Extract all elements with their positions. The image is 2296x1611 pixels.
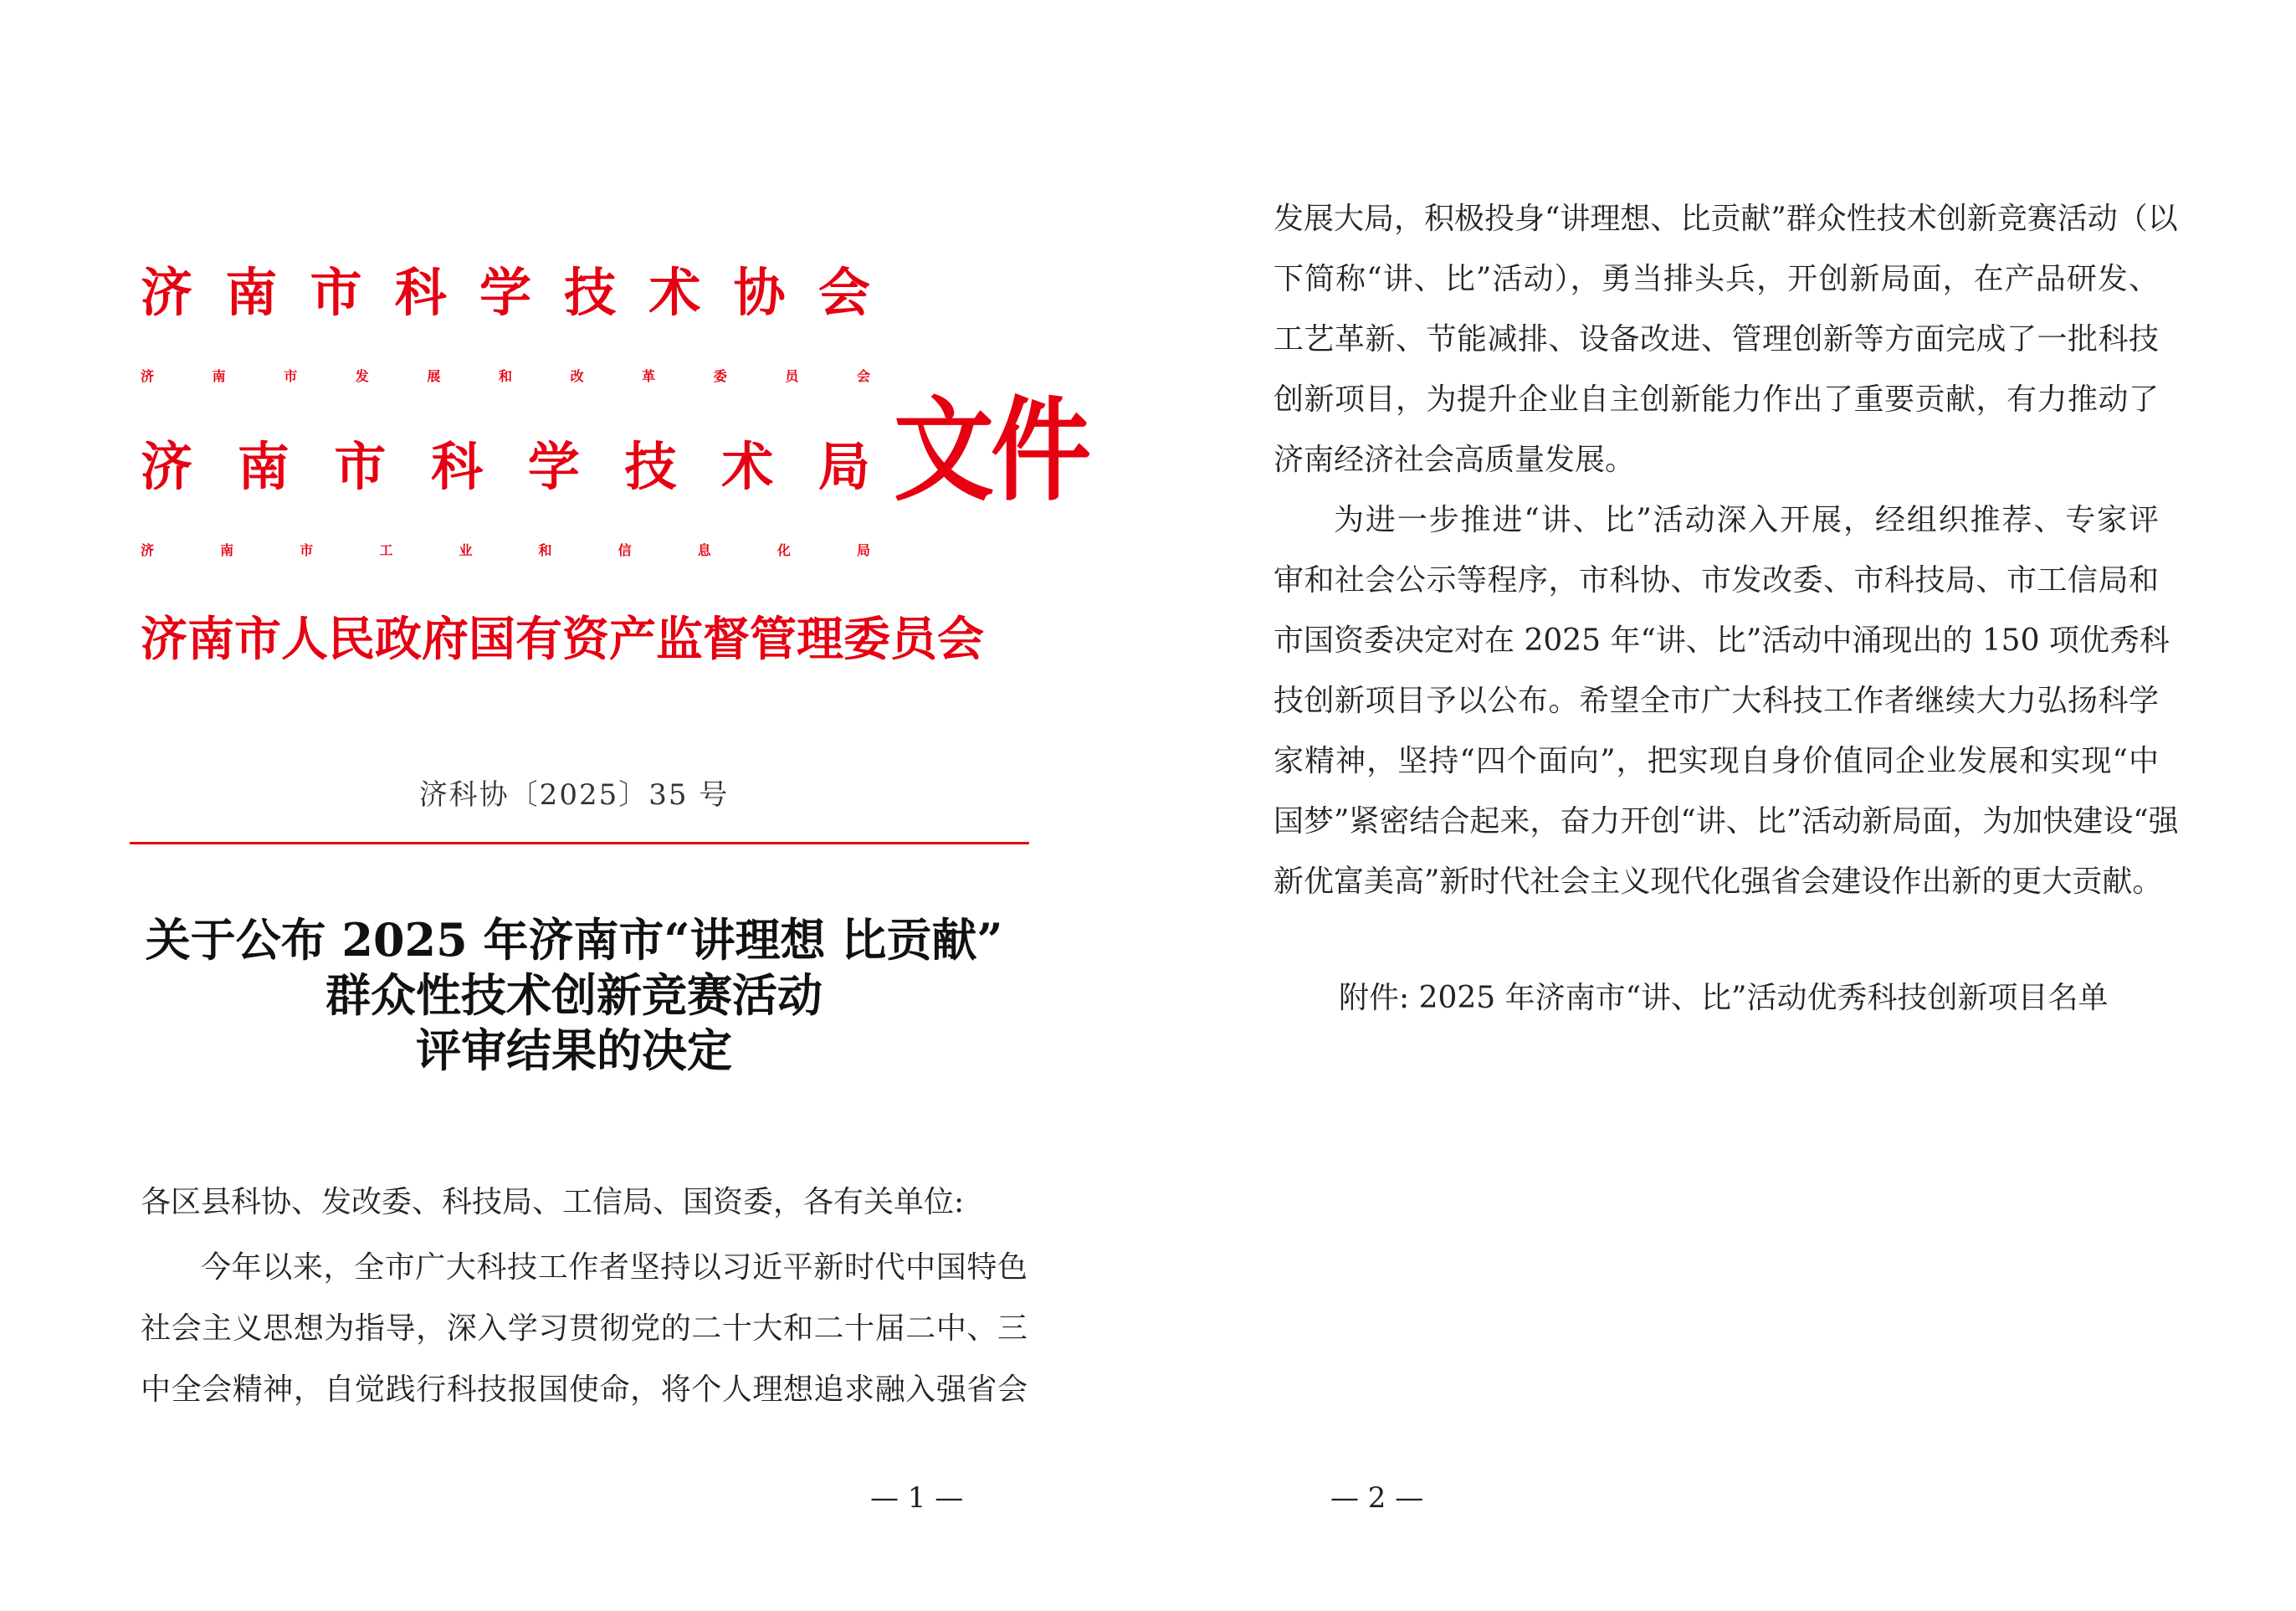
issuer-char: 会	[817, 261, 870, 323]
paragraph-line: 社会主义思想为指导，深入学习贯彻党的二十大和二十届二中、三	[141, 1311, 1028, 1346]
paragraph-line: 济南经济社会高质量发展。	[1274, 443, 1636, 477]
issuer-char: 会	[856, 367, 870, 384]
paragraph-line: 国梦”紧密结合起来，奋力开创“讲、比”活动新局面，为加快建设“强	[1274, 804, 2179, 839]
issuer-char: 济	[141, 612, 187, 667]
body-paragraph	[1274, 490, 2179, 912]
issuer-char: 息	[697, 541, 711, 558]
issuing-authorities	[141, 244, 984, 680]
issuer-char: 政	[375, 612, 422, 667]
issuer-char: 市	[334, 435, 387, 497]
issuer-char: 管	[750, 612, 797, 667]
red-divider-line	[130, 842, 1029, 844]
issuer-char: 监	[656, 612, 703, 667]
issuer-char: 南	[212, 367, 226, 384]
issuer-char: 委	[713, 367, 727, 384]
issuer-char: 局	[817, 435, 870, 497]
paragraph-line: 审和社会公示等程序，市科协、市发改委、市科技局、市工信局和	[1274, 563, 2159, 598]
issuer-line	[141, 505, 870, 593]
paragraph-line: 市国资委决定对在 2025 年“讲、比”活动中涌现出的 150 项优秀科	[1274, 623, 2170, 658]
page-2	[1148, 0, 2296, 1611]
issuer-char: 产	[609, 612, 656, 667]
issuer-char: 会	[937, 612, 984, 667]
issuer-char: 理	[797, 612, 843, 667]
page-number: — 2 —	[1330, 1481, 1424, 1515]
issuer-char: 科	[394, 261, 447, 323]
issuer-char: 员	[785, 367, 799, 384]
paragraph-line: 下简称“讲、比”活动），勇当排头兵，开创新局面，在产品研发、	[1274, 262, 2159, 296]
issuer-line	[141, 593, 984, 680]
issuer-char: 学	[479, 261, 531, 323]
document-header-suffix: 文件	[894, 384, 1088, 517]
issuer-char: 革	[642, 367, 656, 384]
issuer-char: 市	[310, 261, 362, 323]
paragraph-line: 家精神，坚持“四个面向”，把实现自身价值同企业发展和实现“中	[1274, 744, 2159, 778]
title-line: 关于公布 2025 年济南市“讲理想 比贡献”	[145, 913, 1003, 967]
issuer-char: 协	[733, 261, 786, 323]
salutation: 各区县科协、发改委、科技局、工信局、国资委，各有关单位:	[141, 1185, 965, 1219]
issuer-char: 和	[538, 541, 552, 558]
issuer-char: 化	[776, 541, 791, 558]
issuer-char: 技	[564, 261, 617, 323]
issuer-line	[141, 418, 870, 505]
title-line: 评审结果的决定	[416, 1024, 732, 1077]
issuer-char: 济	[141, 435, 193, 497]
issuer-char: 济	[141, 261, 193, 323]
issuer-char: 学	[527, 435, 580, 497]
issuer-char: 术	[648, 261, 701, 323]
paragraph-line: 今年以来，全市广大科技工作者坚持以习近平新时代中国特色	[201, 1250, 1028, 1285]
issuer-char: 南	[220, 541, 234, 558]
issuer-char: 发	[355, 367, 369, 384]
paragraph-line: 中全会精神，自觉践行科技报国使命，将个人理想追求融入强省会	[141, 1372, 1028, 1407]
issuer-char: 市	[300, 541, 314, 558]
title-line: 群众性技术创新竞赛活动	[325, 968, 823, 1022]
paragraph-line: 创新项目，为提升企业自主创新能力作出了重要贡献，有力推动了	[1274, 382, 2159, 417]
issuer-char: 南	[237, 435, 290, 497]
document-number: 济科协〔2025〕35 号	[418, 778, 730, 812]
issuer-char: 市	[284, 367, 298, 384]
issuer-char: 有	[515, 612, 562, 667]
issuer-char: 委	[843, 612, 890, 667]
issuer-char: 济	[141, 367, 155, 384]
issuer-char: 术	[721, 435, 774, 497]
issuer-char: 市	[234, 612, 281, 667]
issuer-char: 展	[427, 367, 441, 384]
issuer-char: 府	[422, 612, 469, 667]
issuer-char: 督	[703, 612, 750, 667]
issuer-char: 资	[562, 612, 609, 667]
issuer-line	[141, 331, 870, 418]
issuer-char: 信	[618, 541, 632, 558]
issuer-char: 南	[187, 612, 234, 667]
issuer-line	[141, 244, 870, 331]
body-paragraph	[1274, 189, 2178, 490]
issuer-char: 科	[431, 435, 484, 497]
issuer-char: 技	[624, 435, 677, 497]
issuer-char: 和	[498, 367, 512, 384]
issuer-char: 改	[570, 367, 584, 384]
attachment-note: 附件: 2025 年济南市“讲、比”活动优秀科技创新项目名单	[1339, 981, 2109, 1015]
issuer-char: 国	[469, 612, 515, 667]
issuer-char: 员	[890, 612, 937, 667]
paragraph-line: 新优富美高”新时代社会主义现代化强省会建设作出新的更大贡献。	[1274, 865, 2163, 899]
issuer-char: 济	[141, 541, 155, 558]
issuer-char: 民	[328, 612, 375, 667]
paragraph-line: 工艺革新、节能减排、设备改进、管理创新等方面完成了一批科技	[1274, 322, 2159, 357]
issuer-char: 南	[225, 261, 278, 323]
document-title	[0, 912, 1148, 1078]
issuer-char: 业	[459, 541, 473, 558]
page-number: — 1 —	[870, 1481, 964, 1515]
issuer-char: 人	[281, 612, 328, 667]
issuer-char: 局	[856, 541, 870, 558]
issuer-char: 工	[379, 541, 393, 558]
paragraph-line: 为进一步推进“讲、比”活动深入开展，经组织推荐、专家评	[1334, 503, 2159, 537]
paragraph-line: 发展大局，积极投身“讲理想、比贡献”群众性技术创新竞赛活动（以	[1274, 202, 2178, 236]
body-paragraph	[141, 1237, 1028, 1420]
paragraph-line: 技创新项目予以公布。希望全市广大科技工作者继续大力弘扬科学	[1274, 684, 2159, 718]
